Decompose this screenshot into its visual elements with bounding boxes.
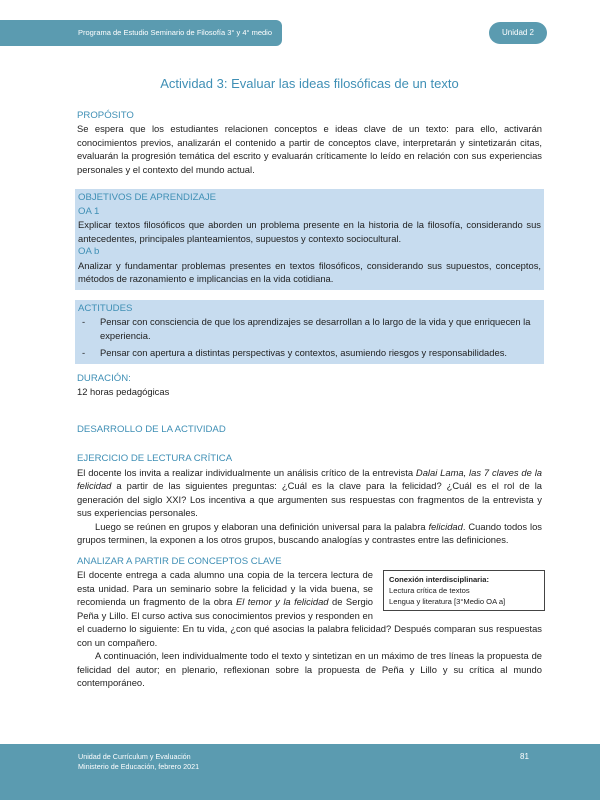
conexion-line: Lectura crítica de textos: [389, 586, 470, 595]
footer-credits: [78, 752, 199, 772]
ejercicio-paragraph-2: Luego se reúnen en grupos y elaboran una definición universal para la palabra felicidad. Cuando todos los grupos terminen, la exponen a los otros grupos, buscando analogías y contrastes entre las definiciones.: [77, 520, 542, 545]
conexion-callout: [383, 570, 545, 611]
footer-line: Unidad de Currículum y Evaluación: [78, 752, 191, 761]
desarrollo-heading: DESARROLLO DE LA ACTIVIDAD: [77, 423, 226, 435]
conexion-line: Lengua y literatura [3°Medio OA a]: [389, 597, 506, 606]
ejercicio-paragraph-1: El docente los invita a realizar individualmente un análisis crítico de la entrevista Dalai Lama, las 7 claves de la felicidad a partir de las siguientes preguntas: ¿Cuál es la clave para la felicidad? ¿Cuál es el rol de la generación del siglo XXI? Los incentiva a que argumenten sus respuestas con fragmentos de la entrevista y sus experiencias personales.: [77, 466, 543, 518]
duracion-value: 12 horas pedagógicas: [77, 386, 170, 397]
proposito-heading: PROPÓSITO: [77, 109, 134, 121]
oab-text: Analizar y fundamentar problemas presentes en textos filosóficos, considerando sus supuestos, conceptos, métodos de razonamiento e implicancias en la vida cotidiana.: [78, 259, 541, 284]
analizar-heading: ANALIZAR A PARTIR DE CONCEPTOS CLAVE: [77, 555, 282, 567]
duracion-heading: DURACIÓN:: [77, 372, 131, 384]
ejercicio-heading: EJERCICIO DE LECTURA CRÍTICA: [77, 453, 233, 464]
conexion-title: Conexión interdisciplinaria:: [389, 575, 490, 584]
objetivos-heading: OBJETIVOS DE APRENDIZAJE: [78, 192, 217, 203]
oab-label: OA b: [78, 246, 100, 257]
actitudes-heading: ACTITUDES: [78, 302, 133, 314]
program-title: Programa de Estudio Seminario de Filosofía 3° y 4° medio: [78, 28, 273, 37]
actitudes-list: [78, 315, 541, 360]
header-bar: [0, 20, 282, 46]
page-content: [77, 70, 542, 690]
actitudes-box: [75, 300, 544, 364]
proposito-text: Se espera que los estudiantes relacionen conceptos e ideas clave de un texto: para ello, activarán conocimientos previos, analizarán el contenido a partir de conceptos clave, interpretarán y sintetizarán citas, evaluarán la progresión temática del escrito y evaluarán críticamente lo leído en relación con sus experiencias personales y el contexto del mundo actual.: [77, 123, 542, 175]
footer-line: Ministerio de Educación, febrero 2021: [78, 762, 200, 771]
analizar-paragraph-2: A continuación, leen individualmente todo el texto y sintetizan en un máximo de tres líneas la propuesta de felicidad del autor; en plenario, reflexionan sobre la propuesta de Peña y Lillo y su crítica al mundo contemporáneo.: [77, 650, 542, 688]
objetivos-box: [75, 189, 544, 290]
footer-bar: [0, 744, 600, 800]
unit-label: Unidad 2: [501, 28, 535, 37]
activity-title: Actividad 3: Evaluar las ideas filosóficas de un texto: [160, 76, 459, 91]
oa1-text: Explicar textos filosóficos que aborden un problema presente en la historia de la filosofía, considerando sus antecedentes, principales planteamientos, supuestos y contexto sociocultural.: [78, 219, 541, 244]
analizar-paragraph-1: El docente entrega a cada alumno una copia de la tercera lectura de esta unidad. Para un seminario sobre la felicidad y la vida buena, se recomienda un fragmento de la obra El temor y la felicidad de Sergio Peña y Lillo. El curso activa sus conocimientos previos y responden en el cuaderno lo siguiente: En tu vida, ¿con qué asocias la palabra felicidad? Después comparan sus respuestas con un compañero.: [77, 569, 542, 648]
actitud-item: - Pensar con apertura a distintas perspectivas y contextos, asumiendo riesgos y responsabilidades.: [78, 346, 541, 360]
unit-badge: [489, 22, 547, 44]
actitud-item: - Pensar con consciencia de que los aprendizajes se desarrollan a lo largo de la vida y que enriquecen la experiencia.: [78, 315, 541, 342]
oa1-label: OA 1: [78, 205, 100, 217]
page-number: 81: [520, 752, 529, 761]
